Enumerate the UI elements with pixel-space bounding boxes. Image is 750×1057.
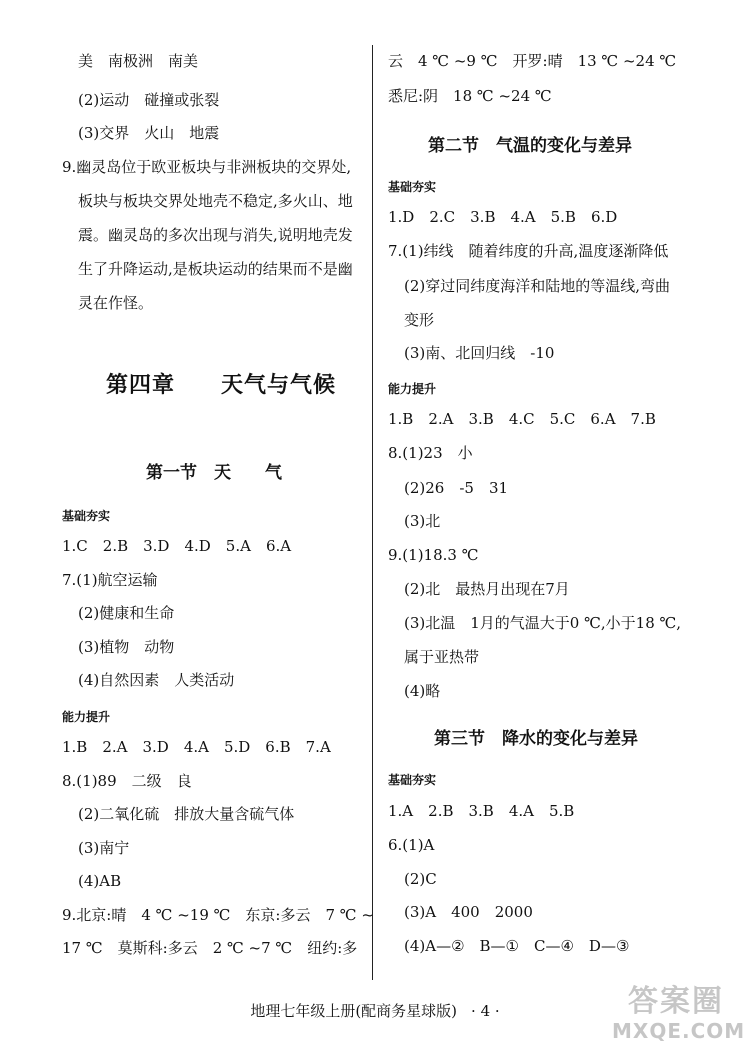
answer-line: 8.(1)23 小: [388, 444, 473, 462]
answer-line: (3)A 400 2000: [404, 903, 533, 921]
column-divider: [372, 45, 373, 980]
answer-line: (3)南、北回归线 -10: [404, 344, 555, 362]
text-line: 震。幽灵岛的多次出现与消失,说明地壳发: [78, 226, 353, 244]
answer-line: (2)北 最热月出现在7月: [404, 580, 570, 598]
basic-practice-label: 基础夯实: [388, 180, 437, 194]
answer-line: 7.(1)纬线 随着纬度的升高,温度逐渐降低: [388, 242, 669, 260]
basic-practice-label: 基础夯实: [388, 773, 437, 787]
answer-line: (2)穿过同纬度海洋和陆地的等温线,弯曲: [404, 277, 671, 295]
chapter-title: 第四章 天气与气候: [106, 373, 337, 398]
page-number: · 4 ·: [471, 1002, 500, 1020]
ability-label: 能力提升: [62, 710, 111, 724]
answer-line: 7.(1)航空运输: [62, 571, 158, 589]
answer-line: 9.(1)18.3 ℃: [388, 546, 479, 564]
answer-line: (3)植物 动物: [78, 638, 175, 656]
text-line: 云 4 ℃ ~9 ℃ 开罗:晴 13 ℃ ~24 ℃: [388, 52, 677, 70]
text-line: 生了升降运动,是板块运动的结果而不是幽: [78, 260, 353, 278]
answer-line: 8.(1)89 二级 良: [62, 772, 192, 790]
answer-line: (4)A—② B—① C—④ D—③: [404, 937, 630, 955]
section-title: 第二节 气温的变化与差异: [428, 136, 632, 156]
text-line: (2)运动 碰撞或张裂: [78, 91, 220, 109]
answer-line: (3)南宁: [78, 839, 130, 857]
answer-line: 属于亚热带: [404, 648, 480, 666]
answer-line: 1.A 2.B 3.B 4.A 5.B: [388, 802, 575, 820]
answer-line: 1.C 2.B 3.D 4.D 5.A 6.A: [62, 537, 292, 555]
answer-line: (2)健康和生命: [78, 604, 175, 622]
text-line: 9.幽灵岛位于欧亚板块与非洲板块的交界处,: [62, 158, 352, 176]
answer-line: 变形: [404, 311, 435, 329]
answer-line: (4)略: [404, 682, 441, 700]
answer-line: 1.B 2.A 3.B 4.C 5.C 6.A 7.B: [388, 410, 656, 428]
section-title: 第三节 降水的变化与差异: [434, 729, 638, 749]
answer-line: 1.D 2.C 3.B 4.A 5.B 6.D: [388, 208, 618, 226]
answer-line: (3)北: [404, 512, 441, 530]
answer-line: (4)自然因素 人类活动: [78, 671, 235, 689]
text-line: 悉尼:阴 18 ℃ ~24 ℃: [388, 87, 552, 105]
watermark-url: MXQE.COM: [612, 1019, 746, 1043]
answer-line: 9.北京:晴 4 ℃ ~19 ℃ 东京:多云 7 ℃ ~: [62, 906, 374, 924]
answer-line: (3)北温 1月的气温大于0 ℃,小于18 ℃,: [404, 614, 682, 632]
section-title: 第一节 天 气: [146, 463, 282, 483]
answer-line: 1.B 2.A 3.D 4.A 5.D 6.B 7.A: [62, 738, 331, 756]
watermark-text: 答案圈: [628, 984, 724, 1019]
answer-line: (2)C: [404, 870, 437, 888]
basic-practice-label: 基础夯实: [62, 509, 111, 523]
answer-line: (4)AB: [78, 872, 122, 890]
text-line: 灵在作怪。: [78, 294, 154, 312]
ability-label: 能力提升: [388, 382, 437, 396]
answer-line: 17 ℃ 莫斯科:多云 2 ℃ ~7 ℃ 纽约:多: [62, 939, 358, 957]
text-line: 美 南极洲 南美: [78, 52, 199, 70]
answer-line: (2)26 -5 31: [404, 479, 509, 497]
footer-title: 地理七年级上册(配商务星球版): [250, 1002, 458, 1020]
watermark-logo: [612, 984, 746, 1051]
text-line: 板块与板块交界处地壳不稳定,多火山、地: [78, 192, 353, 210]
answer-line: (2)二氧化硫 排放大量含硫气体: [78, 805, 295, 823]
text-line: (3)交界 火山 地震: [78, 124, 220, 142]
answer-line: 6.(1)A: [388, 836, 435, 854]
